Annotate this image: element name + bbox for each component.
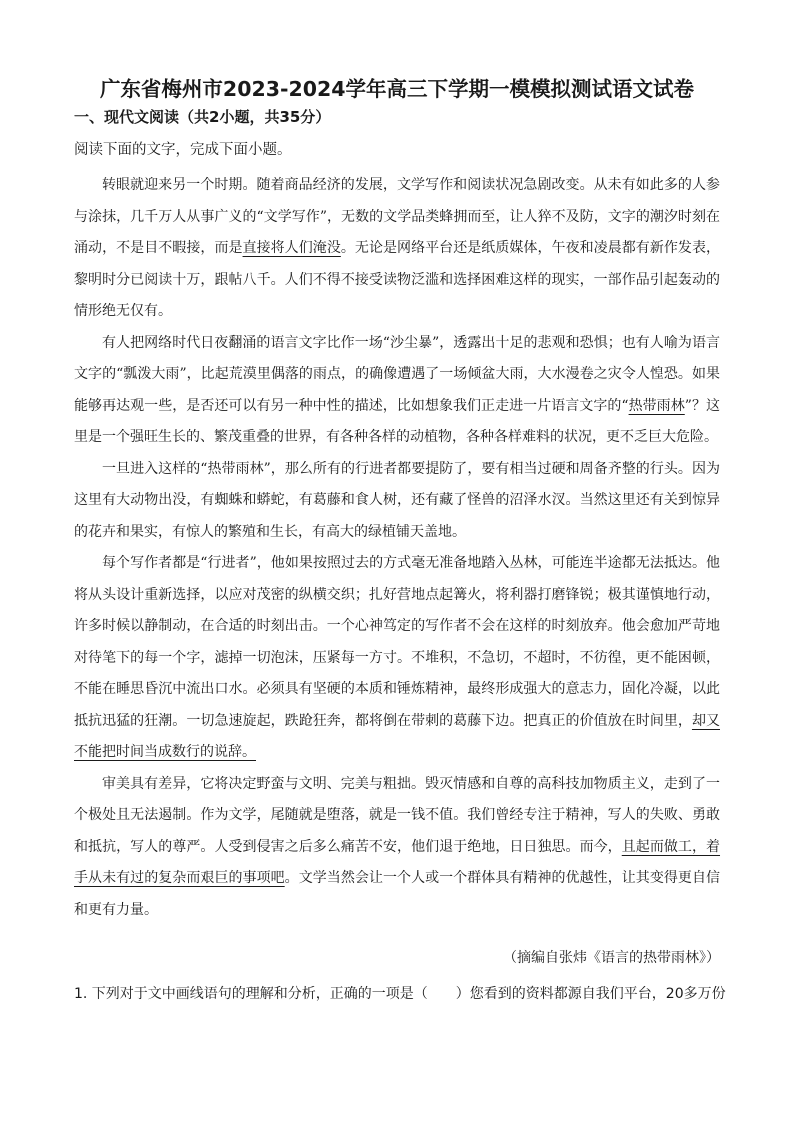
underlined-phrase-1: 直接将人们淹没 (242, 240, 341, 256)
reading-instruction: 阅读下面的文字，完成下面小题。 (74, 142, 292, 158)
underlined-phrase-4: 且起而做工，着手从未有过的复杂而艰巨的事项吧 (74, 838, 721, 886)
exam-title: 广东省梅州市2023-2024学年高三下学期一模模拟测试语文试卷 (99, 77, 695, 101)
underlined-phrase-2: 热带雨林 (628, 397, 685, 414)
paragraph-3: 一旦进入这样的“热带雨林”，那么所有的行进者都要提防了，要有相当过硬和周备齐整的行头。因为这里有大动物出没，有蜘蛛和蟒蛇，有葛藤和食人树，还有藏了怪兽的沼泽水汊。当然这里还有关到惊异的花卉和果实，有惊人的繁殖和生长，有高大的绿植铺天盖地。 (74, 460, 720, 540)
paragraph-1: 转眼就迎来另一个时期。随着商品经济的发展，文学写作和阅读状况急剧改变。从未有如此多的人参与涂抹，几千万人从事广义的“文学写作”，无数的文学品类蜂拥而至，让人猝不及防，文字的潮汐时刻在涌动，不是目不暇接，而是直接将人们淹没。无论是网络平台还是纸质媒体，午夜和凌晨都有新作发表，黎明时分已阅读十万，跟帖八千。人们不得不接受读物泛滥和选择困难这样的现实，一部作品引起轰动的情形绝无仅有。 (74, 177, 721, 319)
source-note: （摘编自张炜《语言的热带雨林》） (503, 950, 720, 966)
reading-passage (74, 170, 720, 926)
section-heading: 一、现代文阅读（共2小题，共35分） (74, 108, 331, 126)
question-1: 1. 下列对于文中画线语句的理解和分析，正确的一项是（ ）您看到的资料都源自我们平台，20多万份 (74, 986, 726, 1002)
paragraph-2: 有人把网络时代日夜翻涌的语言文字比作一场“沙尘暴”，透露出十足的悲观和恐惧；也有人喻为语言文字的“瓢泼大雨”，比起荒漠里偶落的雨点，的确像遭遇了一场倾盆大雨，大水漫卷之灾令人惶恐。如果能够再达观一些，是否还可以有另一种中性的描述，比如想象我们正走进一片语言文字的“热带雨林”？这里是一个强旺生长的、繁茂重叠的世界，有各种各样的动植物，各种各样难料的状况，更不乏巨大危险。 (74, 334, 720, 445)
paragraph-5: 审美具有差异，它将决定野蛮与文明、完美与粗拙。毁灭情感和自尊的高科技加物质主义，走到了一个极处且无法遏制。作为文学，尾随就是堕落，就是一钱不值。我们曾经专注于精神，写人的失败、勇敢和抵抗，写人的尊严。人受到侵害之后多么痛苦不安，他们退于绝地，日日独思。而今，且起而做工，着手从未有过的复杂而艰巨的事项吧。文学当然会让一个人或一个群体具有精神的优越性，让其变得更自信和更有力量。 (74, 775, 721, 918)
underlined-phrase-3: 却又不能把时间当成数行的说辞。 (74, 712, 720, 760)
paragraph-4: 每个写作者都是“行进者”，他如果按照过去的方式毫无准备地踏入丛林，可能连半途都无法抵达。他将从头设计重新选择，以应对茂密的纵横交织；扎好营地点起篝火，将利器打磨锋锐；极其谨慎地行动，许多时候以静制动，在合适的时刻出击。一个心神笃定的写作者不会在这样的时刻放弃。他会愈加严苛地对待笔下的每一个字，滤掉一切泡沫，压紧每一方寸。不堆积，不急切，不超时，不彷徨，更不能困顿，不能在睡思昏沉中流出口水。必须具有坚硬的本质和锤炼精神，最终形成强大的意志力，固化冷凝，以此抵抗迅猛的狂潮。一切急速旋起，跌跄狂奔，都将倒在带刺的葛藤下边。把真正的价值放在时间里，却又不能把时间当成数行的说辞。 (74, 555, 720, 760)
